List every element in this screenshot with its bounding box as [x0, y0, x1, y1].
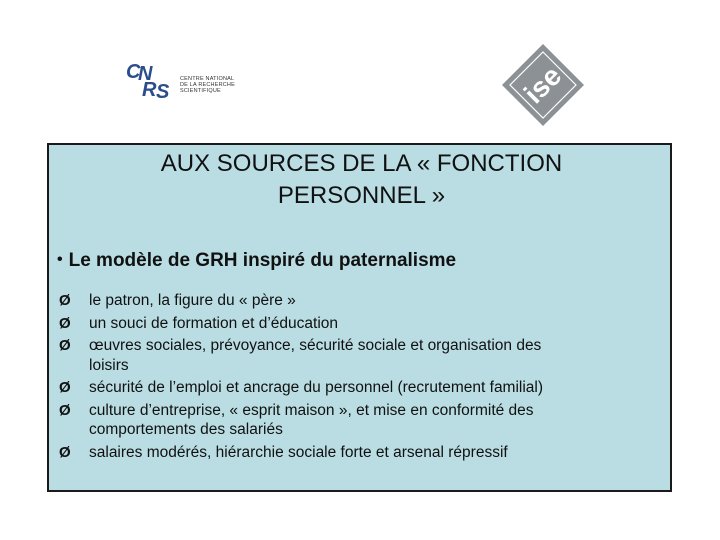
cnrs-logo-text — [180, 76, 235, 95]
list-item-text: un souci de formation et d’éducation — [89, 314, 339, 332]
list-item — [57, 378, 657, 398]
title-line-2: PERSONNEL » — [277, 182, 446, 209]
svg-text:S: S — [156, 81, 170, 102]
content-panel — [47, 143, 672, 492]
arrow-bullet-icon: Ø — [59, 314, 71, 332]
cnrs-logo — [124, 58, 244, 102]
cnrs-mark-graphic — [124, 58, 182, 102]
svg-text:N: N — [138, 63, 153, 85]
list-item — [57, 291, 657, 311]
ise-logo-graphic — [500, 42, 586, 128]
list-item — [57, 314, 657, 334]
list-item-text: sécurité de l’emploi et ancrage du personnel (recrutement familial) — [89, 379, 544, 396]
arrow-bullet-icon: Ø — [59, 379, 71, 396]
section-heading-text: Le modèle de GRH inspiré du paternalisme — [68, 250, 457, 271]
svg-text:R: R — [142, 79, 157, 101]
list-item — [57, 401, 657, 440]
ise-logo — [500, 42, 586, 128]
cnrs-line-2: DE LA RECHERCHE — [180, 82, 235, 89]
cnrs-line-1: CENTRE NATIONAL — [180, 76, 235, 82]
list-item-text: salaires modérés, hiérarchie sociale forte et arsenal répressif — [89, 443, 508, 461]
svg-text:ise: ise — [517, 59, 568, 110]
arrow-bullet-icon: Ø — [59, 337, 71, 354]
title-line-1: AUX SOURCES DE LA « FONCTION — [160, 150, 563, 177]
bullet-list — [57, 291, 657, 465]
arrow-bullet-icon: Ø — [59, 292, 71, 309]
arrow-bullet-icon: Ø — [59, 443, 71, 461]
bullet-dot: • — [57, 251, 63, 268]
list-item-text-continued: loisirs — [89, 356, 129, 374]
list-item-text: œuvres sociales, prévoyance, sécurité sociale et organisation des — [89, 337, 542, 354]
arrow-bullet-icon: Ø — [59, 401, 71, 419]
list-item-text: le patron, la figure du « père » — [89, 292, 296, 309]
svg-text:C: C — [126, 61, 141, 83]
list-item — [57, 336, 657, 375]
cnrs-line-3: SCIENTIFIQUE — [180, 88, 221, 95]
section-heading — [57, 250, 456, 272]
list-item-text: culture d’entreprise, « esprit maison », et mise en conformité des — [89, 401, 534, 419]
slide-title — [49, 148, 674, 212]
list-item — [57, 443, 657, 463]
list-item-text-continued: comportements des salariés — [89, 421, 283, 438]
